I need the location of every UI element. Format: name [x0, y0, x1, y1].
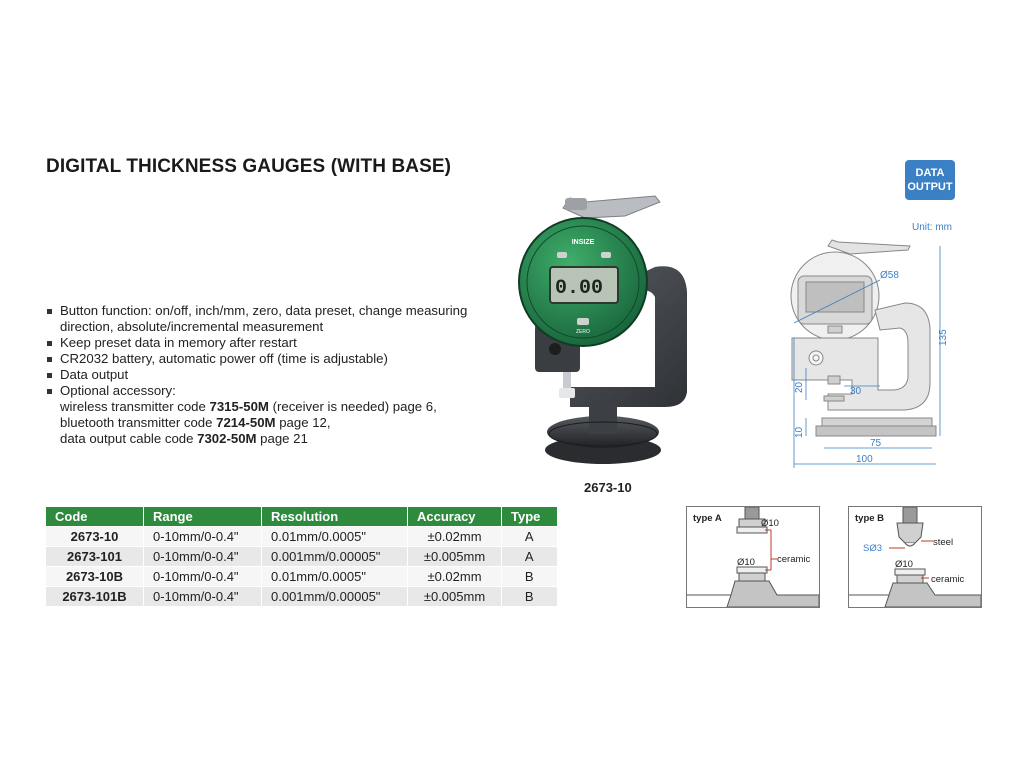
- dim-height-135: 135: [938, 329, 949, 346]
- dim-diameter-58: Ø58: [880, 270, 899, 281]
- cell-type: A: [502, 527, 558, 547]
- accessory-text: page 21: [256, 431, 308, 446]
- cell-accuracy: ±0.02mm: [408, 567, 502, 587]
- dim-height-10: 10: [794, 426, 805, 438]
- cell-range: 0-10mm/0-0.4": [144, 587, 262, 607]
- cell-resolution: 0.001mm/0.00005": [262, 587, 408, 607]
- accessory-code: 7315-50M: [209, 399, 269, 414]
- photo-caption: 2673-10: [584, 480, 632, 495]
- table-row: [46, 567, 557, 587]
- dim-width-30: 30: [850, 386, 862, 397]
- type-b-label: type B: [855, 513, 885, 524]
- table-header-row: [46, 507, 557, 527]
- accessory-code: 7302-50M: [197, 431, 257, 446]
- cell-code: 2673-101: [46, 547, 144, 567]
- zero-label: ZERO: [576, 329, 590, 335]
- badge-line1: DATA: [915, 167, 945, 179]
- cell-type: B: [502, 587, 558, 607]
- cell-type: B: [502, 567, 558, 587]
- accessory-text: wireless transmitter code: [60, 399, 210, 414]
- unit-label: Unit: mm: [912, 222, 952, 233]
- type-a-material: ceramic: [777, 554, 811, 565]
- cell-resolution: 0.001mm/0.00005": [262, 547, 408, 567]
- dim-width-75: 75: [870, 438, 882, 449]
- spec-table: [46, 507, 558, 606]
- type-a-diagram: [686, 506, 820, 608]
- accessory-text: data output cable code: [60, 431, 198, 446]
- accessory-item: [46, 415, 486, 431]
- cell-range: 0-10mm/0-0.4": [144, 547, 262, 567]
- accessory-text: bluetooth transmitter code: [60, 415, 217, 430]
- type-b-sphere: SØ3: [863, 543, 883, 554]
- cell-code: 2673-10B: [46, 567, 144, 587]
- feature-list: [46, 303, 486, 447]
- page-title: DIGITAL THICKNESS GAUGES (WITH BASE): [46, 156, 452, 177]
- brand-logo-text: INSIZE: [571, 239, 595, 246]
- feature-item: Button function: on/off, inch/mm, zero, data preset, change measuring direction, absolute/incremental measurement: [46, 303, 486, 335]
- accessory-text: (receiver is needed) page 6,: [268, 399, 437, 414]
- badge-line2: OUTPUT: [907, 181, 953, 193]
- accessory-code: 7214-50M: [216, 415, 276, 430]
- product-photo: [515, 192, 695, 472]
- accessory-text: page 12,: [275, 415, 331, 430]
- cell-resolution: 0.01mm/0.0005": [262, 527, 408, 547]
- accessory-item: [46, 399, 486, 415]
- feature-item: Optional accessory:: [46, 383, 486, 399]
- type-b-material: ceramic: [931, 574, 965, 585]
- dim-height-20: 20: [794, 381, 805, 393]
- cell-type: A: [502, 547, 558, 567]
- type-a-label: type A: [693, 513, 722, 524]
- technical-drawing: [780, 218, 960, 468]
- table-row: [46, 527, 557, 547]
- cell-range: 0-10mm/0-0.4": [144, 527, 262, 547]
- lcd-display: 0.00: [554, 277, 604, 300]
- col-header-type: Type: [502, 507, 558, 527]
- col-header-code: Code: [46, 507, 144, 527]
- table-row: [46, 587, 557, 607]
- type-b-diagram: [848, 506, 982, 608]
- col-header-range: Range: [144, 507, 262, 527]
- accessory-item: [46, 431, 486, 447]
- cell-accuracy: ±0.005mm: [408, 587, 502, 607]
- cell-accuracy: ±0.005mm: [408, 547, 502, 567]
- cell-code: 2673-10: [46, 527, 144, 547]
- col-header-accuracy: Accuracy: [408, 507, 502, 527]
- feature-item: CR2032 battery, automatic power off (time is adjustable): [46, 351, 486, 367]
- col-header-resolution: Resolution: [262, 507, 408, 527]
- data-output-badge: [905, 160, 955, 200]
- feature-item: Keep preset data in memory after restart: [46, 335, 486, 351]
- cell-code: 2673-101B: [46, 587, 144, 607]
- cell-accuracy: ±0.02mm: [408, 527, 502, 547]
- feature-item: Data output: [46, 367, 486, 383]
- cell-resolution: 0.01mm/0.0005": [262, 567, 408, 587]
- type-a-top-diameter: Ø10: [761, 518, 779, 529]
- dim-width-100: 100: [856, 454, 873, 465]
- type-a-bottom-diameter: Ø10: [737, 557, 755, 568]
- cell-range: 0-10mm/0-0.4": [144, 567, 262, 587]
- type-b-steel: steel: [933, 537, 954, 548]
- table-row: [46, 547, 557, 567]
- type-b-bottom-diameter: Ø10: [895, 559, 913, 570]
